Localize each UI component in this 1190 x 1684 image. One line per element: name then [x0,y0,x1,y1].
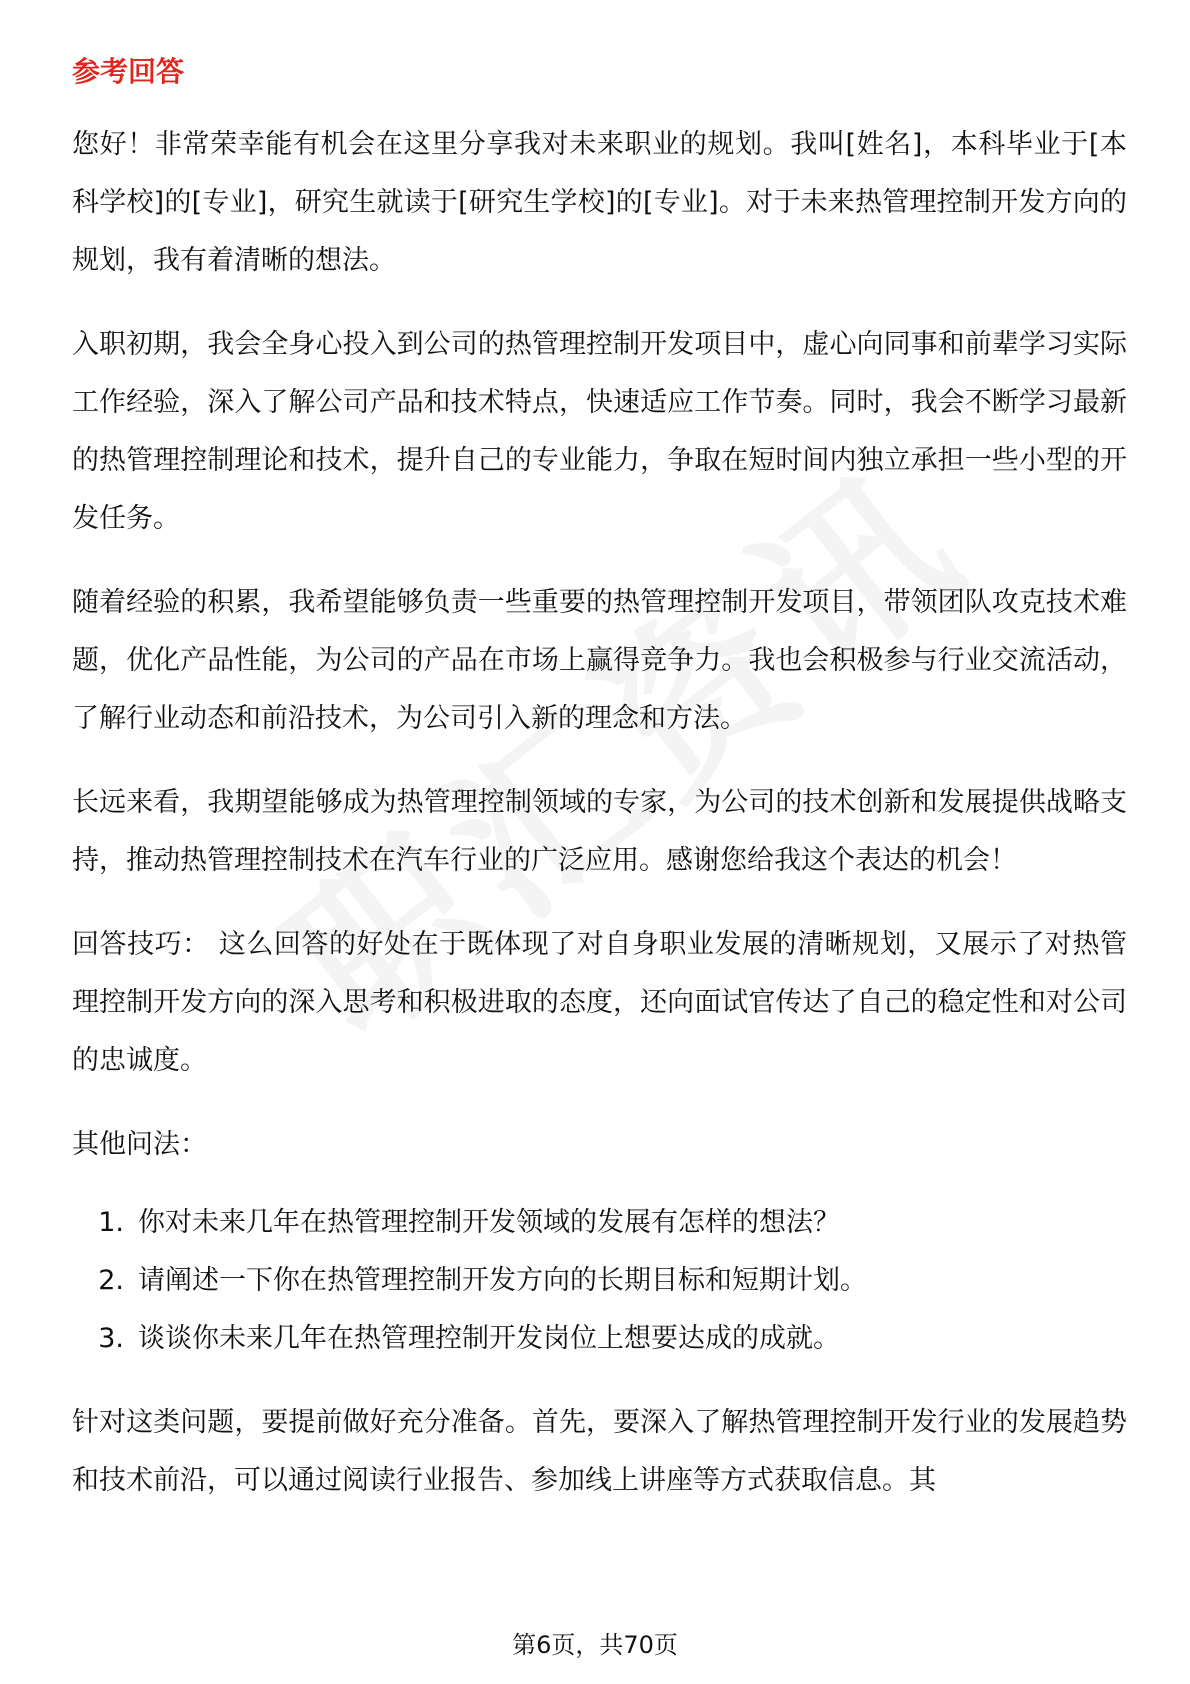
list-item-text: 谈谈你未来几年在热管理控制开发岗位上想要达成的成就。 [138,1323,840,1354]
document-content [72,54,1127,1536]
list-item-number: 3. [98,1323,124,1354]
paragraph-other-questions-label: 其他问法： [72,1129,207,1160]
paragraph-closing: 针对这类问题，要提前做好充分准备。首先，要深入了解热管理控制开发行业的发展趋势和技术前沿，可以通过阅读行业报告、参加线上讲座等方式获取信息。其 [72,1407,1127,1496]
list-item [72,1194,1127,1252]
paragraph-answer-tips: 回答技巧： 这么回答的好处在于既体现了对自身职业发展的清晰规划，又展示了对热管理控制开发方向的深入思考和积极进取的态度，还向面试官传达了自己的稳定性和对公司的忠诚度。 [72,929,1127,1076]
page-number-footer: 第6页，共70页 [512,1631,678,1659]
other-questions-list [72,1194,1127,1368]
list-item-number: 2. [98,1265,124,1296]
paragraph-mid-career: 随着经验的积累，我希望能够负责一些重要的热管理控制开发项目，带领团队攻克技术难题，优化产品性能，为公司的产品在市场上赢得竞争力。我也会积极参与行业交流活动，了解行业动态和前沿技术，为公司引入新的理念和方法。 [72,587,1127,734]
paragraph-long-term: 长远来看，我期望能够成为热管理控制领域的专家，为公司的技术创新和发展提供战略支持，推动热管理控制技术在汽车行业的广泛应用。感谢您给我这个表达的机会！ [72,787,1127,876]
list-item-text: 你对未来几年在热管理控制开发领域的发展有怎样的想法？ [138,1207,840,1238]
paragraph-intro: 您好！非常荣幸能有机会在这里分享我对未来职业的规划。我叫[姓名]，本科毕业于[本科学校]的[专业]，研究生就读于[研究生学校]的[专业]。对于未来热管理控制开发方向的规划，我有着清晰的想法。 [72,129,1127,276]
list-item-number: 1. [98,1207,124,1238]
list-item [72,1252,1127,1310]
paragraph-early-career: 入职初期，我会全身心投入到公司的热管理控制开发项目中，虚心向同事和前辈学习实际工作经验，深入了解公司产品和技术特点，快速适应工作节奏。同时，我会不断学习最新的热管理控制理论和技术，提升自己的专业能力，争取在短时间内独立承担一些小型的开发任务。 [72,329,1127,534]
list-item-text: 请阐述一下你在热管理控制开发方向的长期目标和短期计划。 [138,1265,867,1296]
section-heading: 参考回答 [72,55,185,88]
list-item [72,1310,1127,1368]
